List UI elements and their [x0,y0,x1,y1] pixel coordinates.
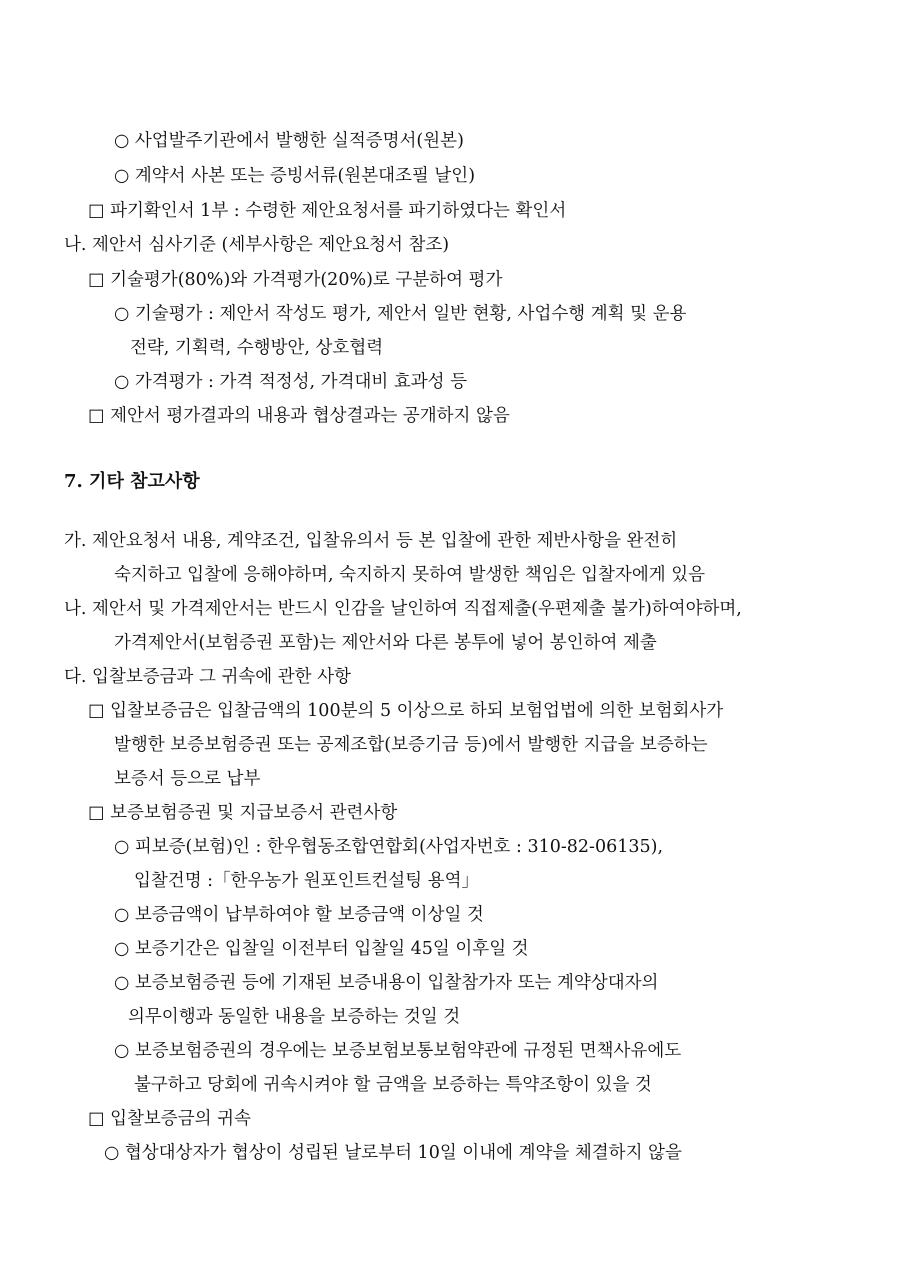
text-line: ○ 보증보험증권의 경우에는 보증보험보통보험약관에 규정된 면책사유에도 [114,1041,682,1061]
text-line: 의무이행과 동일한 내용을 보증하는 것일 것 [128,1007,461,1027]
text-line: ○ 가격평가 : 가격 적정성, 가격대비 효과성 등 [114,372,468,392]
text-line: ○ 사업발주기관에서 발행한 실적증명서(원본) [114,131,464,151]
text-line: 가. 제안요청서 내용, 계약조건, 입찰유의서 등 본 입찰에 관한 제반사항을 완전히 [64,531,678,551]
text-line: 나. 제안서 및 가격제안서는 반드시 인감을 날인하여 직접제출(우편제출 불가)하여야하며, [64,599,742,619]
text-line: ○ 계약서 사본 또는 증빙서류(원본대조필 날인) [114,166,476,186]
text-line: 숙지하고 입찰에 응해야하며, 숙지하지 못하여 발생한 책임은 입찰자에게 있음 [114,565,706,585]
text-line: 발행한 보증보험증권 또는 공제조합(보증기금 등)에서 발행한 지급을 보증하는 [114,735,708,755]
text-line: □ 기술평가(80%)와 가격평가(20%)로 구분하여 평가 [88,270,503,290]
text-line: ○ 협상대상자가 협상이 성립된 날로부터 10일 이내에 계약을 체결하지 않을 [104,1143,682,1163]
text-line: 나. 제안서 심사기준 (세부사항은 제안요청서 참조) [64,235,450,255]
text-line: □ 제안서 평가결과의 내용과 협상결과는 공개하지 않음 [88,406,510,426]
text-line: □ 파기확인서 1부 : 수령한 제안요청서를 파기하였다는 확인서 [88,201,567,221]
section-heading: 7. 기타 참고사항 [64,471,200,492]
text-line: □ 입찰보증금은 입찰금액의 100분의 5 이상으로 하되 보험업법에 의한 보험회사가 [88,701,724,721]
text-line: ○ 피보증(보험)인 : 한우협동조합연합회(사업자번호 : 310-82-06135), [114,837,664,857]
text-line: ○ 보증기간은 입찰일 이전부터 입찰일 45일 이후일 것 [114,939,529,959]
text-line: 입찰건명 :「한우농가 원포인트컨설팅 용역」 [134,871,479,891]
text-line: 다. 입찰보증금과 그 귀속에 관한 사항 [64,667,351,687]
text-line: □ 보증보험증권 및 지급보증서 관련사항 [88,803,398,823]
text-line: ○ 보증금액이 납부하여야 할 보증금액 이상일 것 [114,905,484,925]
text-line: ○ 보증보험증권 등에 기재된 보증내용이 입찰참가자 또는 계약상대자의 [114,973,659,993]
text-line: □ 입찰보증금의 귀속 [88,1109,251,1129]
text-line: 가격제안서(보험증권 포함)는 제안서와 다른 봉투에 넣어 봉인하여 제출 [114,633,657,653]
text-line: 전략, 기획력, 수행방안, 상호협력 [130,338,384,358]
text-line: ○ 기술평가 : 제안서 작성도 평가, 제안서 일반 현황, 사업수행 계획 및 운용 [114,304,687,324]
text-line: 불구하고 당회에 귀속시켜야 할 금액을 보증하는 특약조항이 있을 것 [134,1075,652,1095]
text-line: 보증서 등으로 납부 [114,769,261,789]
